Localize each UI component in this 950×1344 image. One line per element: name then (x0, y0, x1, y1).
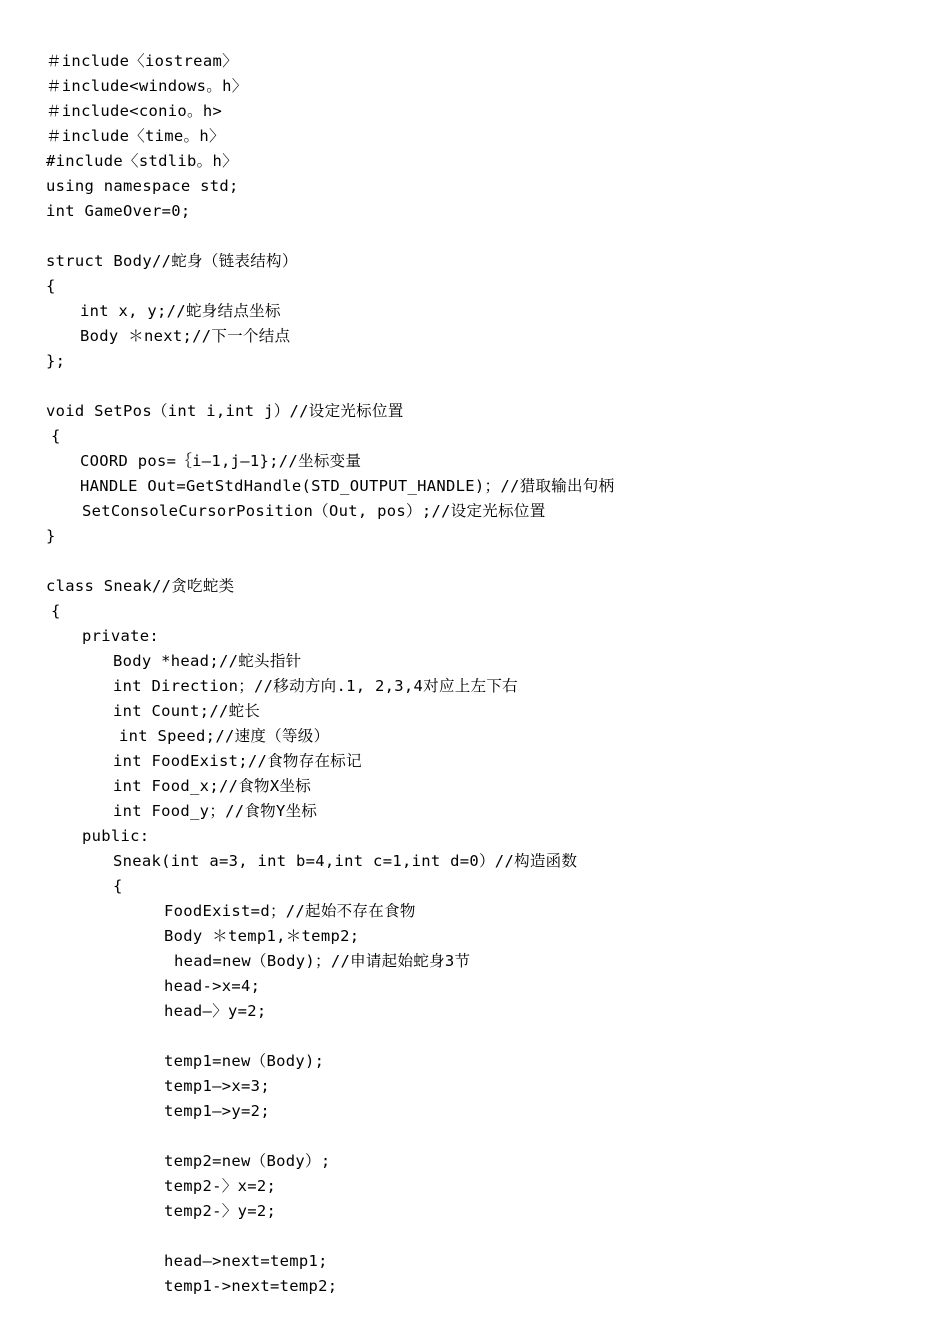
code-line: ＃include<windows。h〉 (46, 77, 248, 95)
code-line: int x, y;//蛇身结点坐标 (80, 302, 281, 320)
code-line: void SetPos（int i,int j）//设定光标位置 (46, 402, 404, 420)
code-line: Body ＊temp1,＊temp2; (164, 927, 360, 945)
code-line: Body ＊next;//下一个结点 (80, 327, 291, 345)
code-line: int FoodExist;//食物存在标记 (113, 752, 362, 770)
code-line: { (51, 427, 61, 445)
code-line: int GameOver=0; (46, 202, 191, 220)
code-line: HANDLE Out=GetStdHandle(STD_OUTPUT_HANDLE)；//猎取输出句柄 (80, 477, 615, 495)
code-line: FoodExist=d；//起始不存在食物 (164, 902, 416, 920)
code-line: temp1—>x=3; (164, 1077, 270, 1095)
code-line: } (46, 527, 56, 545)
code-line: public: (82, 827, 150, 845)
code-line: ＃include〈time。h〉 (46, 127, 225, 145)
code-line: { (46, 277, 56, 295)
code-line: struct Body//蛇身（链表结构） (46, 252, 298, 270)
code-line: temp1=new（Body); (164, 1052, 325, 1070)
code-line: head->x=4; (164, 977, 261, 995)
code-line: head—〉y=2; (164, 1002, 267, 1020)
code-line: head=new（Body)；//申请起始蛇身3节 (174, 952, 471, 970)
code-line: Body *head;//蛇头指针 (113, 652, 302, 670)
code-line: temp1->next=temp2; (164, 1277, 338, 1295)
code-line: SetConsoleCursorPosition（Out, pos）;//设定光标位置 (82, 502, 546, 520)
code-line: Sneak(int a=3, int b=4,int c=1,int d=0）//构造函数 (113, 852, 578, 870)
code-line: }; (46, 352, 66, 370)
code-line: int Food_y；//食物Y坐标 (113, 802, 318, 820)
code-line: temp2=new（Body）; (164, 1152, 331, 1170)
code-line: ＃include<conio。h> (46, 102, 223, 120)
code-line: using namespace std; (46, 177, 239, 195)
code-line: int Food_x;//食物X坐标 (113, 777, 312, 795)
code-line: COORD pos=｛i—1,j—1};//坐标变量 (80, 452, 362, 470)
code-line: private: (82, 627, 160, 645)
code-line: head—>next=temp1; (164, 1252, 328, 1270)
code-line: temp2-〉y=2; (164, 1202, 277, 1220)
code-line: int Count;//蛇长 (113, 702, 261, 720)
code-line: temp2-〉x=2; (164, 1177, 277, 1195)
code-line: { (51, 602, 61, 620)
code-line: int Direction；//移动方向.1, 2,3,4对应上左下右 (113, 677, 518, 695)
code-line: class Sneak//贪吃蛇类 (46, 577, 235, 595)
code-line: #include〈stdlib。h〉 (46, 152, 238, 170)
code-line: temp1—>y=2; (164, 1102, 270, 1120)
code-line: ＃include〈iostream〉 (46, 52, 238, 70)
code-line: { (113, 877, 123, 895)
code-line: int Speed;//速度（等级） (119, 727, 330, 745)
